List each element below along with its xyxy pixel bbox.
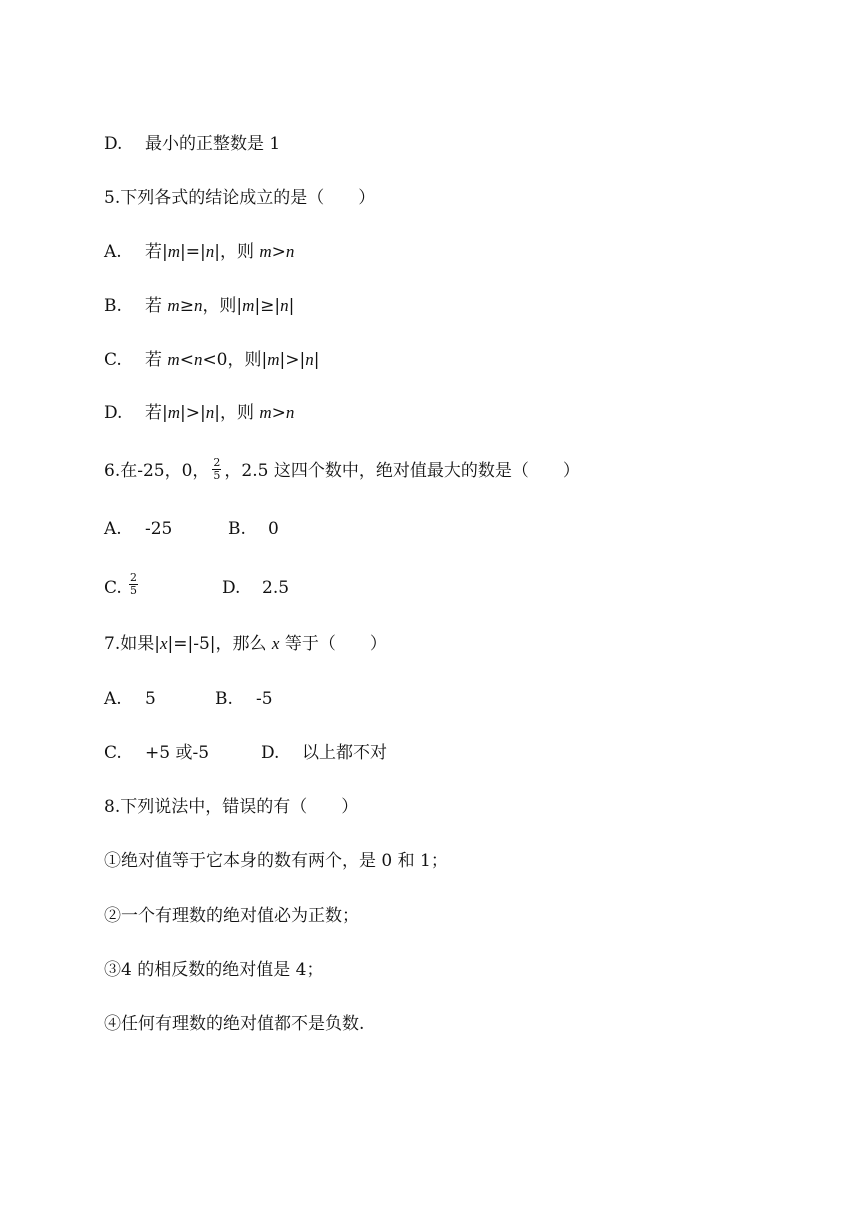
option-text: +5 或-5 [145, 743, 210, 763]
q8-item-4: ④任何有理数的绝对值都不是负数. [104, 1014, 365, 1034]
option-text: -25 [145, 519, 173, 539]
option-text: 若 m≥n，则|m|≥|n| [145, 296, 295, 316]
option-letter: D. [104, 403, 123, 423]
q7-stem: 7.如果|x|=|-5|，那么 x 等于（ ） [104, 634, 387, 654]
option-letter: A. [104, 689, 122, 709]
option-text: 若 m<n<0，则|m|>|n| [145, 350, 320, 370]
option-text: 2.5 [262, 578, 290, 598]
q8-stem: 8.下列说法中，错误的有（ ） [104, 797, 359, 817]
option-letter: D. [222, 578, 241, 598]
q8-item-1: ①绝对值等于它本身的数有两个，是 0 和 1； [104, 851, 448, 871]
option-text: 5 [145, 689, 156, 709]
option-letter: B. [104, 296, 122, 316]
option-text: 最小的正整数是 1 [145, 134, 281, 154]
option-text: 以上都不对 [302, 743, 387, 763]
q8-item-3: ③4 的相反数的绝对值是 4； [104, 960, 324, 980]
option-letter: C. [104, 350, 122, 370]
option-fraction: $\frac{2}{5}$ [130, 571, 137, 597]
option-text: 若|m|=|n|，则 m>n [145, 242, 295, 262]
option-letter: A. [104, 519, 122, 539]
option-text: 0 [268, 519, 279, 539]
option-text: 若|m|>|n|，则 m>n [145, 403, 295, 423]
option-letter: B. [228, 519, 246, 539]
q8-item-2: ②一个有理数的绝对值必为正数； [104, 906, 359, 926]
q5-stem: 5.下列各式的结论成立的是（ ） [104, 188, 376, 208]
option-letter: D. [104, 134, 123, 154]
option-letter: A. [104, 242, 122, 262]
option-letter: C. [104, 578, 122, 598]
option-letter: C. [104, 743, 122, 763]
option-text: -5 [256, 689, 273, 709]
q6-stem: 6.在-25，0， $\frac{2}{5}$ ，2.5 这四个数中，绝对值最大的数是（ ） [104, 456, 580, 482]
option-letter: B. [215, 689, 233, 709]
fraction: $\frac{2}{5}$ [213, 456, 221, 482]
option-letter: D. [261, 743, 280, 763]
